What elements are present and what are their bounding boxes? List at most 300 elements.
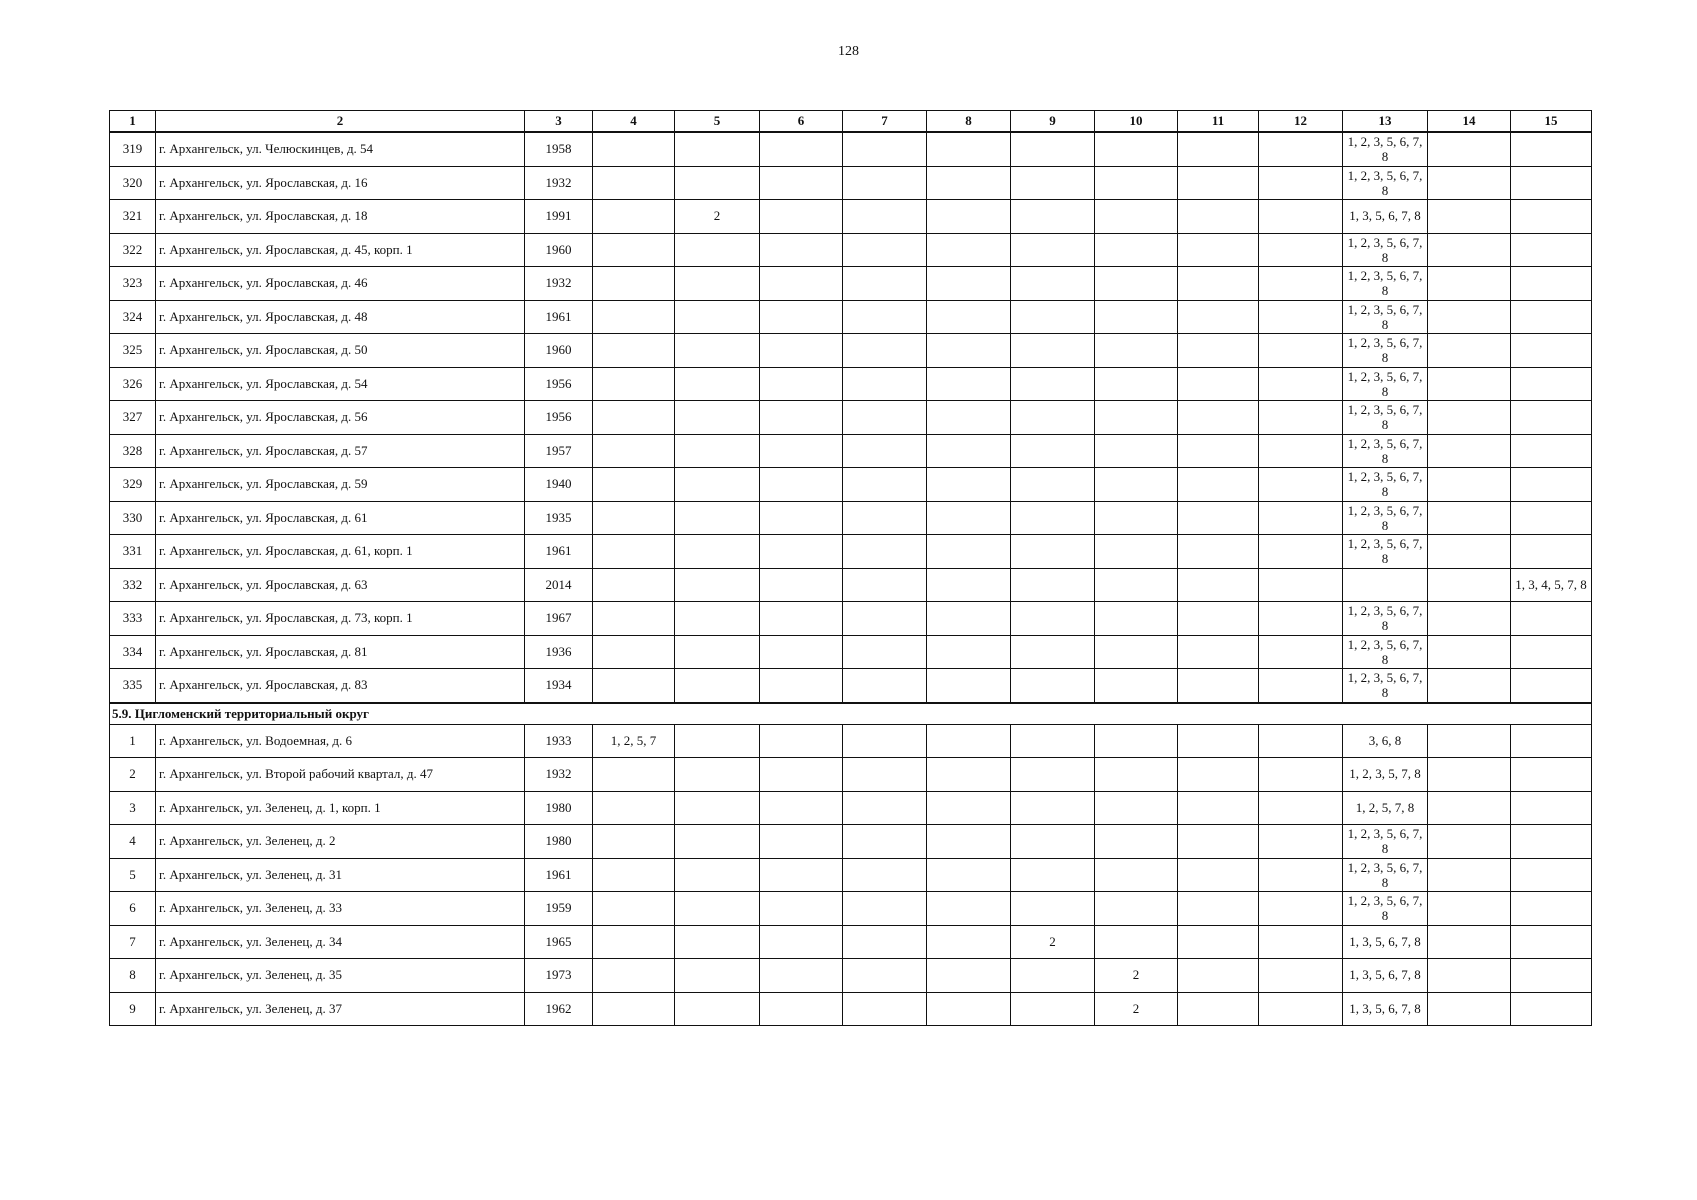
cell-c13: 1, 3, 5, 6, 7, 8 — [1343, 925, 1428, 959]
cell-c13: 1, 3, 5, 6, 7, 8 — [1343, 959, 1428, 993]
table-row — [110, 669, 1592, 703]
cell-c15 — [1511, 535, 1592, 569]
cell-c12 — [1259, 300, 1343, 334]
cell-n: 326 — [110, 367, 156, 401]
cell-c9 — [1011, 434, 1095, 468]
cell-c4 — [593, 200, 675, 234]
cell-c13: 1, 2, 3, 5, 6, 7, 8 — [1343, 434, 1428, 468]
cell-c4 — [593, 233, 675, 267]
cell-c10 — [1095, 501, 1178, 535]
cell-c9 — [1011, 267, 1095, 301]
cell-c4 — [593, 267, 675, 301]
cell-c7 — [843, 724, 927, 758]
cell-c5 — [675, 669, 760, 703]
table-row — [110, 635, 1592, 669]
cell-c9 — [1011, 602, 1095, 636]
cell-c8 — [927, 568, 1011, 602]
cell-c8 — [927, 602, 1011, 636]
cell-c10 — [1095, 669, 1178, 703]
cell-c9: 2 — [1011, 925, 1095, 959]
cell-c13: 1, 2, 3, 5, 6, 7, 8 — [1343, 132, 1428, 166]
cell-c8 — [927, 724, 1011, 758]
cell-addr: г. Архангельск, ул. Челюскинцев, д. 54 — [156, 132, 525, 166]
table-row — [110, 724, 1592, 758]
cell-c9 — [1011, 724, 1095, 758]
cell-c6 — [760, 602, 843, 636]
cell-year: 1932 — [525, 166, 593, 200]
cell-c10 — [1095, 267, 1178, 301]
cell-c5 — [675, 166, 760, 200]
cell-year: 1933 — [525, 724, 593, 758]
cell-c11 — [1178, 791, 1259, 825]
cell-c14 — [1428, 132, 1511, 166]
cell-year: 1932 — [525, 267, 593, 301]
cell-c10 — [1095, 602, 1178, 636]
table-row — [110, 568, 1592, 602]
cell-c12 — [1259, 602, 1343, 636]
table-row — [110, 501, 1592, 535]
cell-c8 — [927, 233, 1011, 267]
cell-c14 — [1428, 501, 1511, 535]
column-header-10: 10 — [1095, 111, 1178, 133]
cell-c8 — [927, 992, 1011, 1026]
cell-c15 — [1511, 791, 1592, 825]
cell-c10 — [1095, 166, 1178, 200]
cell-addr: г. Архангельск, ул. Ярославская, д. 48 — [156, 300, 525, 334]
cell-year: 1932 — [525, 758, 593, 792]
table-row — [110, 267, 1592, 301]
cell-addr: г. Архангельск, ул. Зеленец, д. 2 — [156, 825, 525, 859]
cell-c11 — [1178, 925, 1259, 959]
cell-c5 — [675, 468, 760, 502]
cell-c6 — [760, 434, 843, 468]
cell-c6 — [760, 300, 843, 334]
cell-c6 — [760, 233, 843, 267]
cell-c15 — [1511, 925, 1592, 959]
cell-c8 — [927, 959, 1011, 993]
cell-c10 — [1095, 925, 1178, 959]
cell-c11 — [1178, 468, 1259, 502]
cell-c7 — [843, 300, 927, 334]
cell-c15 — [1511, 300, 1592, 334]
cell-c9 — [1011, 758, 1095, 792]
cell-c7 — [843, 434, 927, 468]
cell-n: 7 — [110, 925, 156, 959]
cell-c9 — [1011, 568, 1095, 602]
table-row — [110, 925, 1592, 959]
cell-c12 — [1259, 959, 1343, 993]
cell-c14 — [1428, 602, 1511, 636]
cell-c5 — [675, 724, 760, 758]
cell-c4 — [593, 501, 675, 535]
cell-c6 — [760, 367, 843, 401]
cell-c4 — [593, 535, 675, 569]
cell-c15 — [1511, 724, 1592, 758]
cell-c7 — [843, 367, 927, 401]
cell-c10 — [1095, 401, 1178, 435]
table-row — [110, 892, 1592, 926]
cell-c9 — [1011, 233, 1095, 267]
cell-c12 — [1259, 233, 1343, 267]
cell-c10 — [1095, 200, 1178, 234]
column-header-15: 15 — [1511, 111, 1592, 133]
cell-addr: г. Архангельск, ул. Ярославская, д. 61, корп. 1 — [156, 535, 525, 569]
cell-c11 — [1178, 501, 1259, 535]
cell-addr: г. Архангельск, ул. Зеленец, д. 34 — [156, 925, 525, 959]
cell-c15 — [1511, 825, 1592, 859]
cell-c9 — [1011, 334, 1095, 368]
page-number: 128 — [838, 44, 859, 59]
cell-c12 — [1259, 568, 1343, 602]
cell-c6 — [760, 992, 843, 1026]
cell-c5 — [675, 825, 760, 859]
cell-c7 — [843, 602, 927, 636]
cell-c14 — [1428, 434, 1511, 468]
cell-addr: г. Архангельск, ул. Ярославская, д. 50 — [156, 334, 525, 368]
cell-c14 — [1428, 669, 1511, 703]
column-header-13: 13 — [1343, 111, 1428, 133]
cell-c4: 1, 2, 5, 7 — [593, 724, 675, 758]
cell-c13: 1, 2, 3, 5, 6, 7, 8 — [1343, 892, 1428, 926]
column-header-4: 4 — [593, 111, 675, 133]
cell-c8 — [927, 200, 1011, 234]
cell-addr: г. Архангельск, ул. Зеленец, д. 31 — [156, 858, 525, 892]
cell-c9 — [1011, 501, 1095, 535]
cell-c4 — [593, 825, 675, 859]
cell-c14 — [1428, 468, 1511, 502]
cell-c14 — [1428, 367, 1511, 401]
cell-c6 — [760, 669, 843, 703]
cell-c14 — [1428, 959, 1511, 993]
cell-c9 — [1011, 635, 1095, 669]
cell-c11 — [1178, 267, 1259, 301]
cell-n: 8 — [110, 959, 156, 993]
cell-c6 — [760, 724, 843, 758]
cell-year: 1958 — [525, 132, 593, 166]
cell-c14 — [1428, 791, 1511, 825]
cell-n: 321 — [110, 200, 156, 234]
cell-addr: г. Архангельск, ул. Ярославская, д. 16 — [156, 166, 525, 200]
cell-n: 319 — [110, 132, 156, 166]
cell-year: 1961 — [525, 535, 593, 569]
cell-c4 — [593, 401, 675, 435]
cell-c4 — [593, 892, 675, 926]
cell-c4 — [593, 434, 675, 468]
cell-c8 — [927, 535, 1011, 569]
column-header-12: 12 — [1259, 111, 1343, 133]
cell-year: 1940 — [525, 468, 593, 502]
cell-year: 1980 — [525, 791, 593, 825]
cell-c15 — [1511, 132, 1592, 166]
column-header-5: 5 — [675, 111, 760, 133]
cell-c12 — [1259, 166, 1343, 200]
cell-c15: 1, 3, 4, 5, 7, 8 — [1511, 568, 1592, 602]
cell-c4 — [593, 992, 675, 1026]
cell-c13: 1, 2, 3, 5, 6, 7, 8 — [1343, 401, 1428, 435]
cell-c13: 1, 2, 3, 5, 6, 7, 8 — [1343, 602, 1428, 636]
cell-c6 — [760, 166, 843, 200]
cell-c9 — [1011, 858, 1095, 892]
cell-c7 — [843, 501, 927, 535]
table-row — [110, 959, 1592, 993]
cell-c13: 1, 2, 3, 5, 6, 7, 8 — [1343, 166, 1428, 200]
cell-c12 — [1259, 858, 1343, 892]
cell-c7 — [843, 925, 927, 959]
cell-c7 — [843, 758, 927, 792]
cell-c11 — [1178, 132, 1259, 166]
column-header-11: 11 — [1178, 111, 1259, 133]
cell-year: 1935 — [525, 501, 593, 535]
column-header-7: 7 — [843, 111, 927, 133]
cell-addr: г. Архангельск, ул. Зеленец, д. 33 — [156, 892, 525, 926]
cell-c14 — [1428, 233, 1511, 267]
cell-c6 — [760, 568, 843, 602]
cell-c10 — [1095, 858, 1178, 892]
cell-c7 — [843, 535, 927, 569]
cell-c13: 1, 3, 5, 6, 7, 8 — [1343, 992, 1428, 1026]
cell-c4 — [593, 300, 675, 334]
cell-c5 — [675, 267, 760, 301]
cell-c4 — [593, 858, 675, 892]
cell-c5 — [675, 992, 760, 1026]
cell-addr: г. Архангельск, ул. Ярославская, д. 63 — [156, 568, 525, 602]
cell-c14 — [1428, 635, 1511, 669]
cell-c12 — [1259, 535, 1343, 569]
cell-c8 — [927, 858, 1011, 892]
cell-c10: 2 — [1095, 959, 1178, 993]
cell-c5 — [675, 892, 760, 926]
cell-c5 — [675, 132, 760, 166]
cell-year: 1960 — [525, 334, 593, 368]
cell-c7 — [843, 858, 927, 892]
cell-c6 — [760, 925, 843, 959]
cell-c14 — [1428, 568, 1511, 602]
cell-year: 1962 — [525, 992, 593, 1026]
cell-c10 — [1095, 535, 1178, 569]
cell-n: 3 — [110, 791, 156, 825]
cell-c10 — [1095, 233, 1178, 267]
table-row — [110, 791, 1592, 825]
cell-c15 — [1511, 669, 1592, 703]
cell-c15 — [1511, 434, 1592, 468]
cell-c13: 1, 2, 5, 7, 8 — [1343, 791, 1428, 825]
cell-c7 — [843, 468, 927, 502]
cell-c7 — [843, 233, 927, 267]
cell-year: 1960 — [525, 233, 593, 267]
cell-c13 — [1343, 568, 1428, 602]
cell-c8 — [927, 791, 1011, 825]
cell-c9 — [1011, 166, 1095, 200]
cell-c4 — [593, 791, 675, 825]
section-row — [110, 703, 1592, 725]
cell-c15 — [1511, 635, 1592, 669]
cell-c10 — [1095, 825, 1178, 859]
cell-c12 — [1259, 132, 1343, 166]
cell-c6 — [760, 401, 843, 435]
cell-c9 — [1011, 132, 1095, 166]
cell-c7 — [843, 401, 927, 435]
cell-c13: 1, 2, 3, 5, 6, 7, 8 — [1343, 535, 1428, 569]
cell-c14 — [1428, 535, 1511, 569]
cell-c11 — [1178, 635, 1259, 669]
cell-c11 — [1178, 233, 1259, 267]
cell-c8 — [927, 468, 1011, 502]
cell-c6 — [760, 132, 843, 166]
cell-c6 — [760, 892, 843, 926]
cell-addr: г. Архангельск, ул. Ярославская, д. 81 — [156, 635, 525, 669]
cell-c14 — [1428, 758, 1511, 792]
table-row — [110, 434, 1592, 468]
cell-c6 — [760, 858, 843, 892]
cell-c4 — [593, 959, 675, 993]
table-row — [110, 535, 1592, 569]
cell-c8 — [927, 635, 1011, 669]
cell-n: 2 — [110, 758, 156, 792]
cell-c5 — [675, 925, 760, 959]
cell-c8 — [927, 267, 1011, 301]
cell-n: 327 — [110, 401, 156, 435]
cell-c12 — [1259, 401, 1343, 435]
cell-c5 — [675, 535, 760, 569]
cell-c14 — [1428, 825, 1511, 859]
cell-n: 324 — [110, 300, 156, 334]
cell-n: 333 — [110, 602, 156, 636]
cell-c7 — [843, 959, 927, 993]
cell-c12 — [1259, 434, 1343, 468]
cell-c11 — [1178, 300, 1259, 334]
cell-c12 — [1259, 892, 1343, 926]
cell-c13: 1, 2, 3, 5, 6, 7, 8 — [1343, 825, 1428, 859]
cell-c7 — [843, 635, 927, 669]
cell-c6 — [760, 267, 843, 301]
cell-c12 — [1259, 267, 1343, 301]
cell-c12 — [1259, 791, 1343, 825]
cell-addr: г. Архангельск, ул. Ярославская, д. 61 — [156, 501, 525, 535]
header-row — [110, 111, 1592, 133]
cell-c5 — [675, 334, 760, 368]
cell-n: 6 — [110, 892, 156, 926]
cell-c14 — [1428, 992, 1511, 1026]
cell-c6 — [760, 535, 843, 569]
cell-c5 — [675, 501, 760, 535]
cell-c5 — [675, 959, 760, 993]
cell-n: 5 — [110, 858, 156, 892]
cell-c10 — [1095, 334, 1178, 368]
cell-c10 — [1095, 791, 1178, 825]
cell-c10 — [1095, 724, 1178, 758]
cell-c11 — [1178, 758, 1259, 792]
cell-c10 — [1095, 300, 1178, 334]
cell-year: 1991 — [525, 200, 593, 234]
cell-c5 — [675, 791, 760, 825]
table-row — [110, 233, 1592, 267]
cell-c9 — [1011, 200, 1095, 234]
cell-c10 — [1095, 434, 1178, 468]
cell-c6 — [760, 825, 843, 859]
cell-c7 — [843, 825, 927, 859]
cell-c9 — [1011, 669, 1095, 703]
cell-c14 — [1428, 724, 1511, 758]
table-row — [110, 334, 1592, 368]
cell-year: 1961 — [525, 858, 593, 892]
cell-year: 2014 — [525, 568, 593, 602]
cell-c15 — [1511, 267, 1592, 301]
cell-c9 — [1011, 791, 1095, 825]
table-row — [110, 992, 1592, 1026]
cell-c7 — [843, 334, 927, 368]
cell-c15 — [1511, 334, 1592, 368]
cell-c8 — [927, 925, 1011, 959]
cell-c6 — [760, 959, 843, 993]
cell-year: 1980 — [525, 825, 593, 859]
cell-year: 1961 — [525, 300, 593, 334]
cell-c10 — [1095, 892, 1178, 926]
cell-c10 — [1095, 132, 1178, 166]
cell-addr: г. Архангельск, ул. Ярославская, д. 46 — [156, 267, 525, 301]
cell-c13: 1, 2, 3, 5, 6, 7, 8 — [1343, 334, 1428, 368]
cell-c5 — [675, 233, 760, 267]
column-header-14: 14 — [1428, 111, 1511, 133]
table-row — [110, 758, 1592, 792]
cell-c14 — [1428, 300, 1511, 334]
cell-addr: г. Архангельск, ул. Ярославская, д. 59 — [156, 468, 525, 502]
cell-c15 — [1511, 858, 1592, 892]
cell-c7 — [843, 992, 927, 1026]
cell-c4 — [593, 925, 675, 959]
cell-n: 320 — [110, 166, 156, 200]
cell-c13: 1, 3, 5, 6, 7, 8 — [1343, 200, 1428, 234]
cell-c14 — [1428, 925, 1511, 959]
cell-c6 — [760, 501, 843, 535]
cell-addr: г. Архангельск, ул. Ярославская, д. 54 — [156, 367, 525, 401]
cell-addr: г. Архангельск, ул. Зеленец, д. 35 — [156, 959, 525, 993]
cell-c15 — [1511, 602, 1592, 636]
cell-addr: г. Архангельск, ул. Зеленец, д. 1, корп. 1 — [156, 791, 525, 825]
cell-c11 — [1178, 334, 1259, 368]
table-body — [110, 132, 1592, 1026]
cell-c9 — [1011, 535, 1095, 569]
cell-c13: 1, 2, 3, 5, 6, 7, 8 — [1343, 267, 1428, 301]
cell-c11 — [1178, 858, 1259, 892]
column-header-6: 6 — [760, 111, 843, 133]
cell-c9 — [1011, 992, 1095, 1026]
cell-n: 335 — [110, 669, 156, 703]
cell-c15 — [1511, 200, 1592, 234]
cell-c13: 1, 2, 3, 5, 6, 7, 8 — [1343, 635, 1428, 669]
table-row — [110, 468, 1592, 502]
cell-c14 — [1428, 892, 1511, 926]
cell-n: 328 — [110, 434, 156, 468]
cell-c15 — [1511, 501, 1592, 535]
cell-c4 — [593, 166, 675, 200]
cell-c13: 1, 2, 3, 5, 6, 7, 8 — [1343, 367, 1428, 401]
cell-n: 334 — [110, 635, 156, 669]
cell-c11 — [1178, 434, 1259, 468]
cell-addr: г. Архангельск, ул. Ярославская, д. 57 — [156, 434, 525, 468]
cell-c9 — [1011, 825, 1095, 859]
table-row — [110, 132, 1592, 166]
cell-c10: 2 — [1095, 992, 1178, 1026]
cell-c12 — [1259, 468, 1343, 502]
cell-n: 329 — [110, 468, 156, 502]
cell-c4 — [593, 568, 675, 602]
cell-c13: 1, 2, 3, 5, 6, 7, 8 — [1343, 501, 1428, 535]
cell-year: 1967 — [525, 602, 593, 636]
cell-c8 — [927, 367, 1011, 401]
cell-year: 1959 — [525, 892, 593, 926]
cell-year: 1936 — [525, 635, 593, 669]
column-header-2: 2 — [156, 111, 525, 133]
